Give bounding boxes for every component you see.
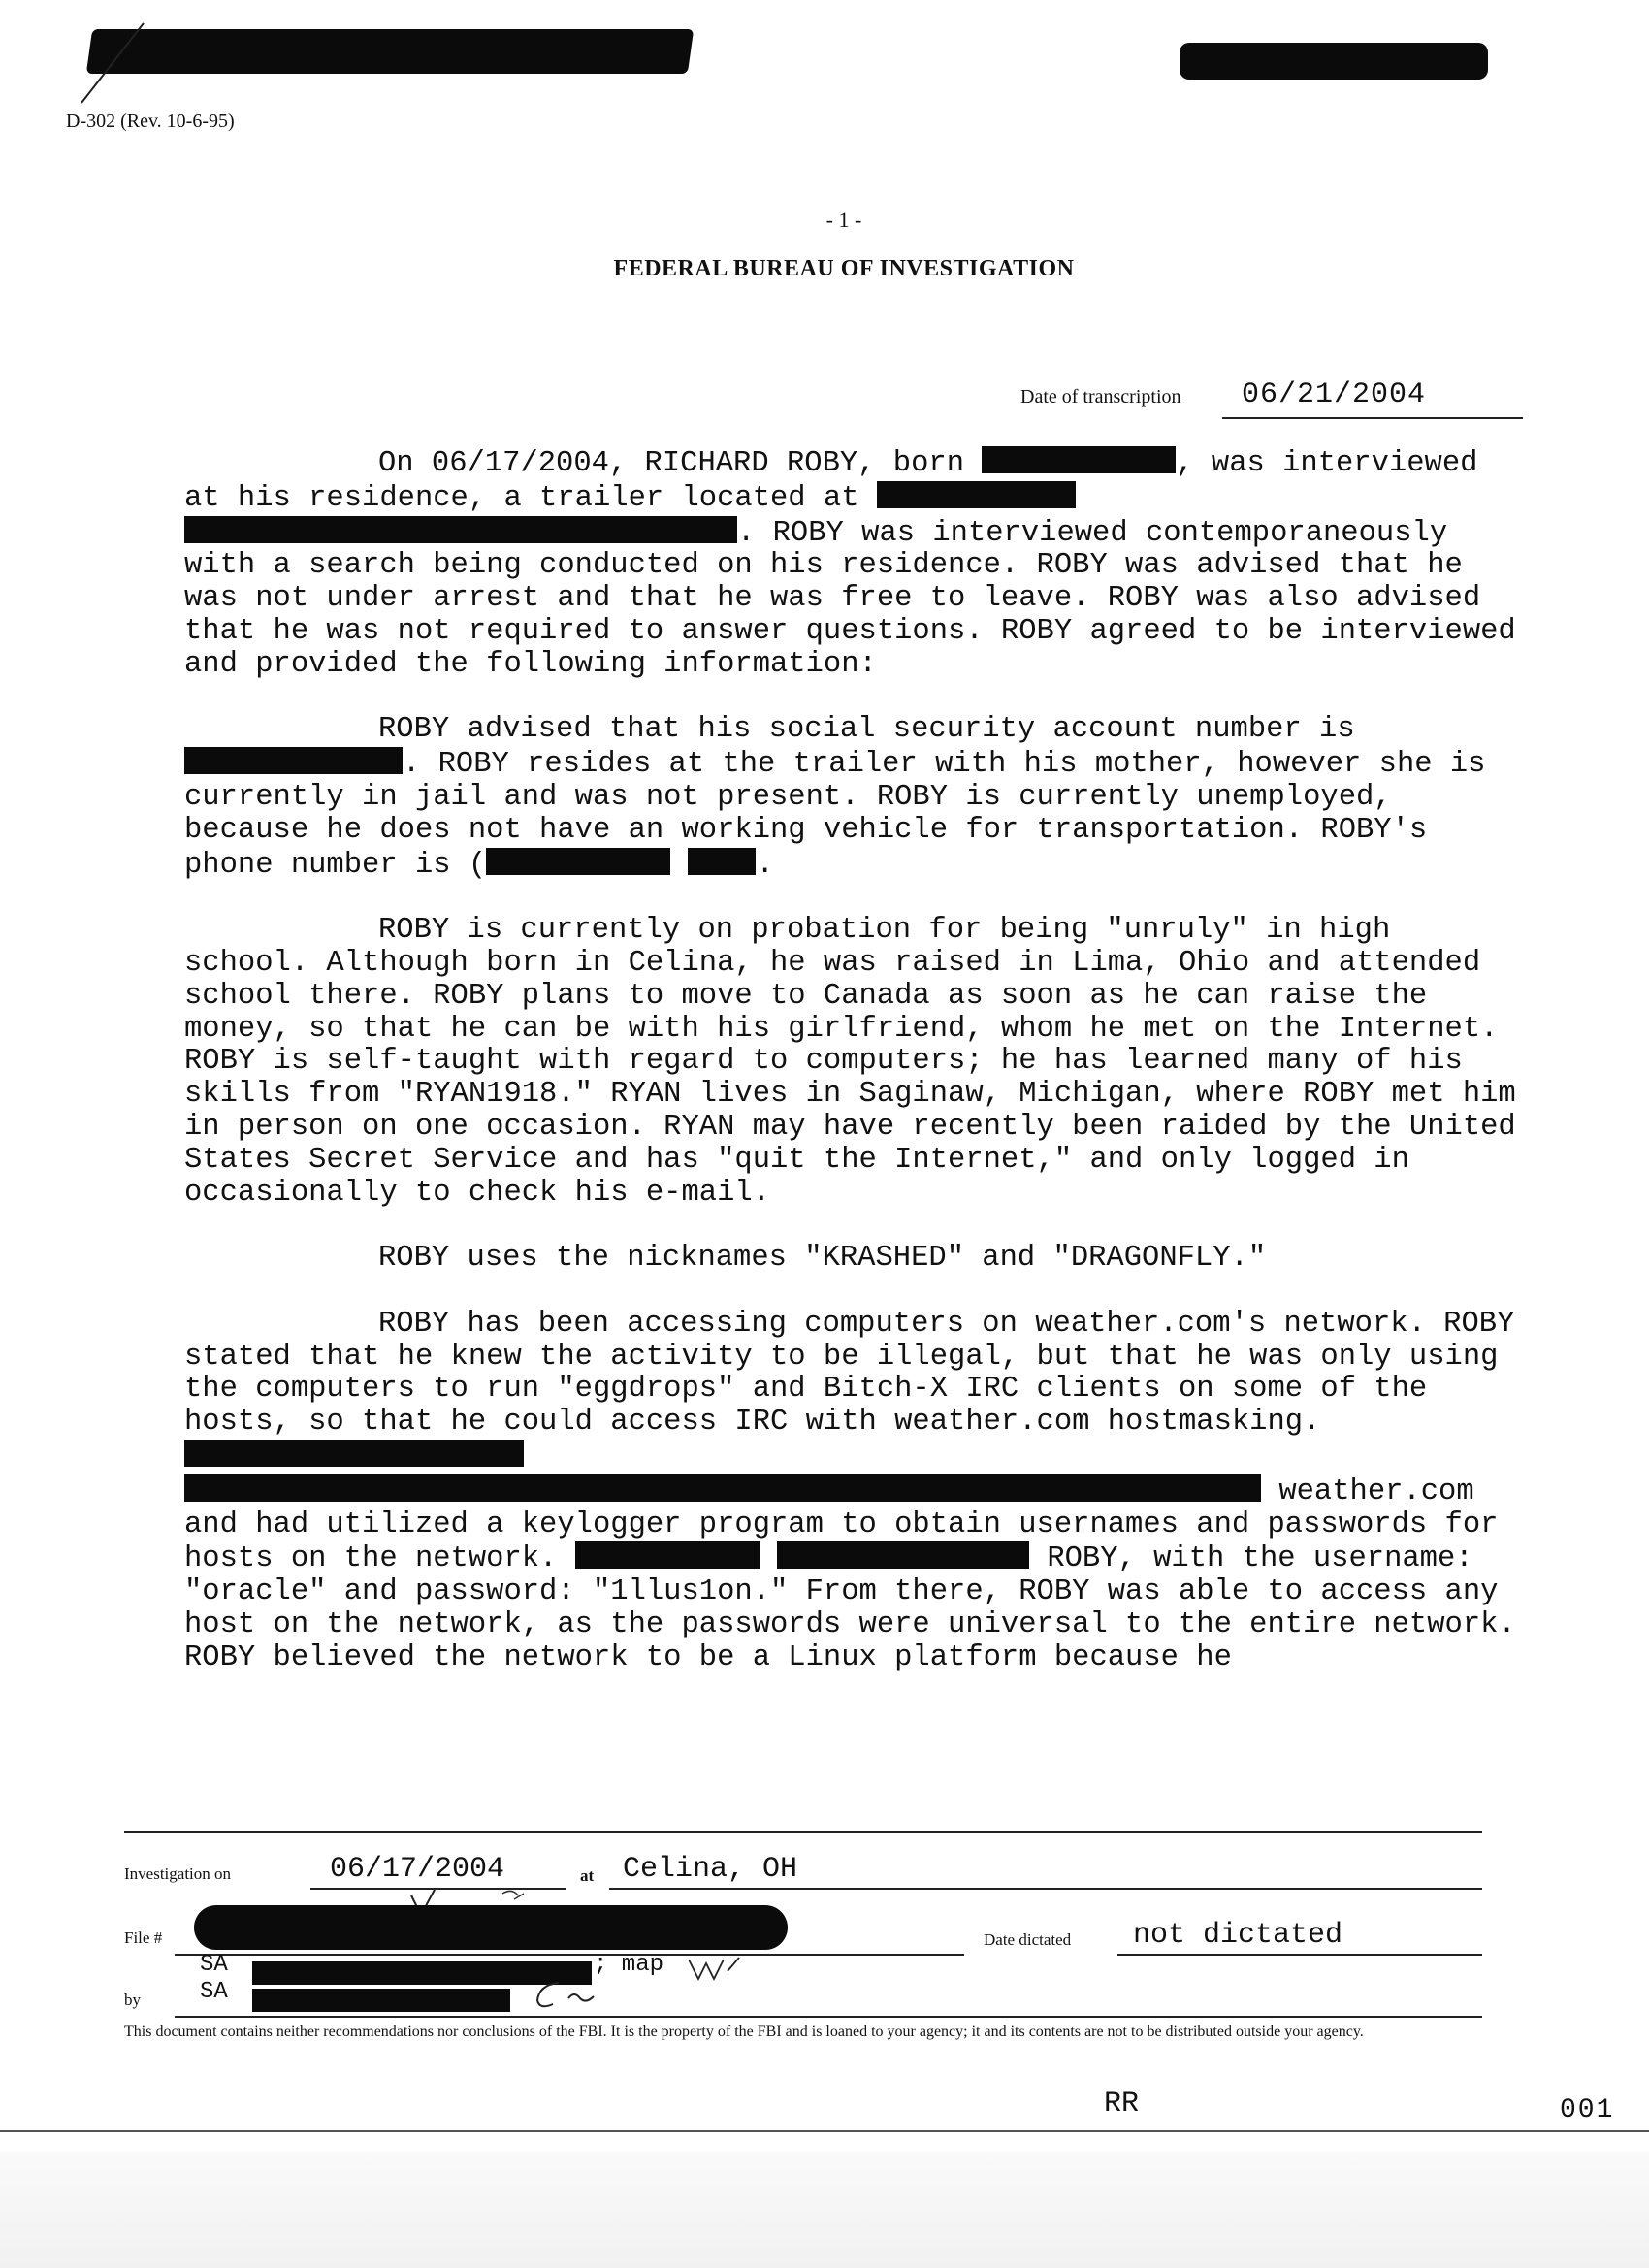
page-number: - 1 -: [825, 208, 862, 232]
p2-text-c: .: [756, 848, 774, 882]
disclaimer: This document contains neither recommendations nor conclusions of the FBI. It is the property of the FBI and is loaned to your agency; it and its contents are not to be distributed outside your agency.: [124, 2024, 1364, 2040]
transcription-date: 06/21/2004: [1242, 378, 1427, 411]
redaction-phone-b: [688, 848, 756, 875]
redaction-phone-a: [486, 848, 670, 875]
location-rule: [609, 1888, 1482, 1890]
paragraph-3: ROBY is currently on probation for being "unruly" in high school. Although born in Celina, he was raised in Lima, Ohio and attended school there. ROBY plans to move to Canada as soon as he can raise the money, so that he can be with his girlfriend, whom he met on the Internet. ROBY is self-taught with regard to computers; he has learned many of his skills from "RYAN1918." RYAN lives in Saginaw, Michigan, where ROBY met him in person on one occasion. RYAN may have recently been raided by the United States Secret Service and has "quit the Internet," and only logged in occasionally to check his e-mail.: [184, 914, 1516, 1210]
page-id: 001: [1560, 2095, 1615, 2125]
redaction-p5-d: [777, 1541, 1029, 1569]
sa-suffix: ; map: [594, 1952, 664, 1978]
file-number-label: File #: [124, 1928, 163, 1947]
staple-mark-icon: [76, 19, 163, 107]
interview-body: [184, 446, 1523, 1674]
at-label: at: [580, 1866, 595, 1885]
redaction-agent-2: [252, 1989, 510, 2012]
redaction-ssn: [184, 747, 403, 774]
initials: RR: [1104, 2088, 1140, 2121]
redaction-p5-a: [184, 1440, 524, 1467]
scan-edge-rule: [0, 2130, 1649, 2132]
paragraph-1: [184, 446, 1523, 682]
agency-title: FEDERAL BUREAU OF INVESTIGATION: [613, 256, 1075, 281]
redaction-address-a: [877, 481, 1076, 508]
paragraph-5: [184, 1309, 1523, 1675]
signature-mark-2-icon: [530, 1977, 607, 2012]
p5-text-b: weather.com and had utilized a keylogger program to obtain usernames and passwords for hosts on the network.: [184, 1474, 1499, 1576]
redaction-p5-b: [184, 1474, 1261, 1502]
date-dictated-label: Date dictated: [984, 1930, 1072, 1949]
file-number-rule: [175, 1954, 964, 1956]
redaction-top-right: [1180, 43, 1488, 80]
date-dictated-value: not dictated: [1133, 1919, 1343, 1952]
form-code: D-302 (Rev. 10-6-95): [66, 111, 235, 132]
paragraph-4: ROBY uses the nicknames "KRASHED" and "DRAGONFLY.": [378, 1242, 1267, 1276]
investigation-date: 06/17/2004: [330, 1853, 505, 1886]
redaction-dob: [982, 446, 1176, 473]
sa-prefix-1: SA: [200, 1952, 228, 1978]
p2-text-b: . ROBY resides at the trailer with his mother, however she is currently in jail and was not present. ROBY is currently unemployed, because he does not have an working vehicle for transportation. ROBY's phone number is (: [184, 748, 1486, 882]
p5-text-a: ROBY has been accessing computers on weather.com's network. ROBY stated that he knew the activity to be illegal, but that he was only using the computers to run "eggdrops" and Bitch-X IRC clients on some of the hosts, so that he could access IRC with weather.com hostmasking.: [184, 1307, 1515, 1440]
p5-text-c: ROBY, with the username: "oracle" and password: "1llus1on." From there, ROBY was able to access any host on the network, as the passwords were universal to the entire network. ROBY believed the network to be a Linux platform because he: [184, 1542, 1516, 1674]
p1-text-b: , was interviewed at his residence, a trailer located at: [184, 447, 1478, 515]
redaction-top-left: [86, 29, 694, 74]
investigation-on-label: Investigation on: [124, 1864, 232, 1883]
sa-prefix-2: SA: [200, 1979, 228, 2005]
redaction-address-b: [184, 516, 737, 543]
by-label: by: [124, 1991, 141, 2009]
p2-text-a: ROBY advised that his social security account number is: [378, 713, 1355, 747]
date-dictated-rule: [1117, 1954, 1482, 1956]
p1-text-a: On 06/17/2004, RICHARD ROBY, born: [378, 447, 964, 480]
by-rule: [175, 2016, 1482, 2018]
footer-top-rule: [124, 1831, 1482, 1833]
paragraph-2: [184, 714, 1523, 882]
p1-text-c: . ROBY was interviewed contemporaneously with a search being conducted on his residence. ROBY was advised that he was not under arrest and that he was free to leave. ROBY was also advised that he was not required to answer questions. ROBY agreed to be interviewed and provided the following information:: [184, 516, 1516, 681]
signature-mark-1-icon: [685, 1954, 743, 1983]
transcription-date-label: Date of transcription: [1020, 386, 1181, 407]
investigation-location: Celina, OH: [623, 1853, 798, 1886]
redaction-p5-c: [575, 1541, 760, 1569]
redaction-file-number: [194, 1905, 788, 1950]
scan-bottom-band: [0, 2152, 1649, 2268]
transcription-date-rule: [1222, 417, 1523, 419]
